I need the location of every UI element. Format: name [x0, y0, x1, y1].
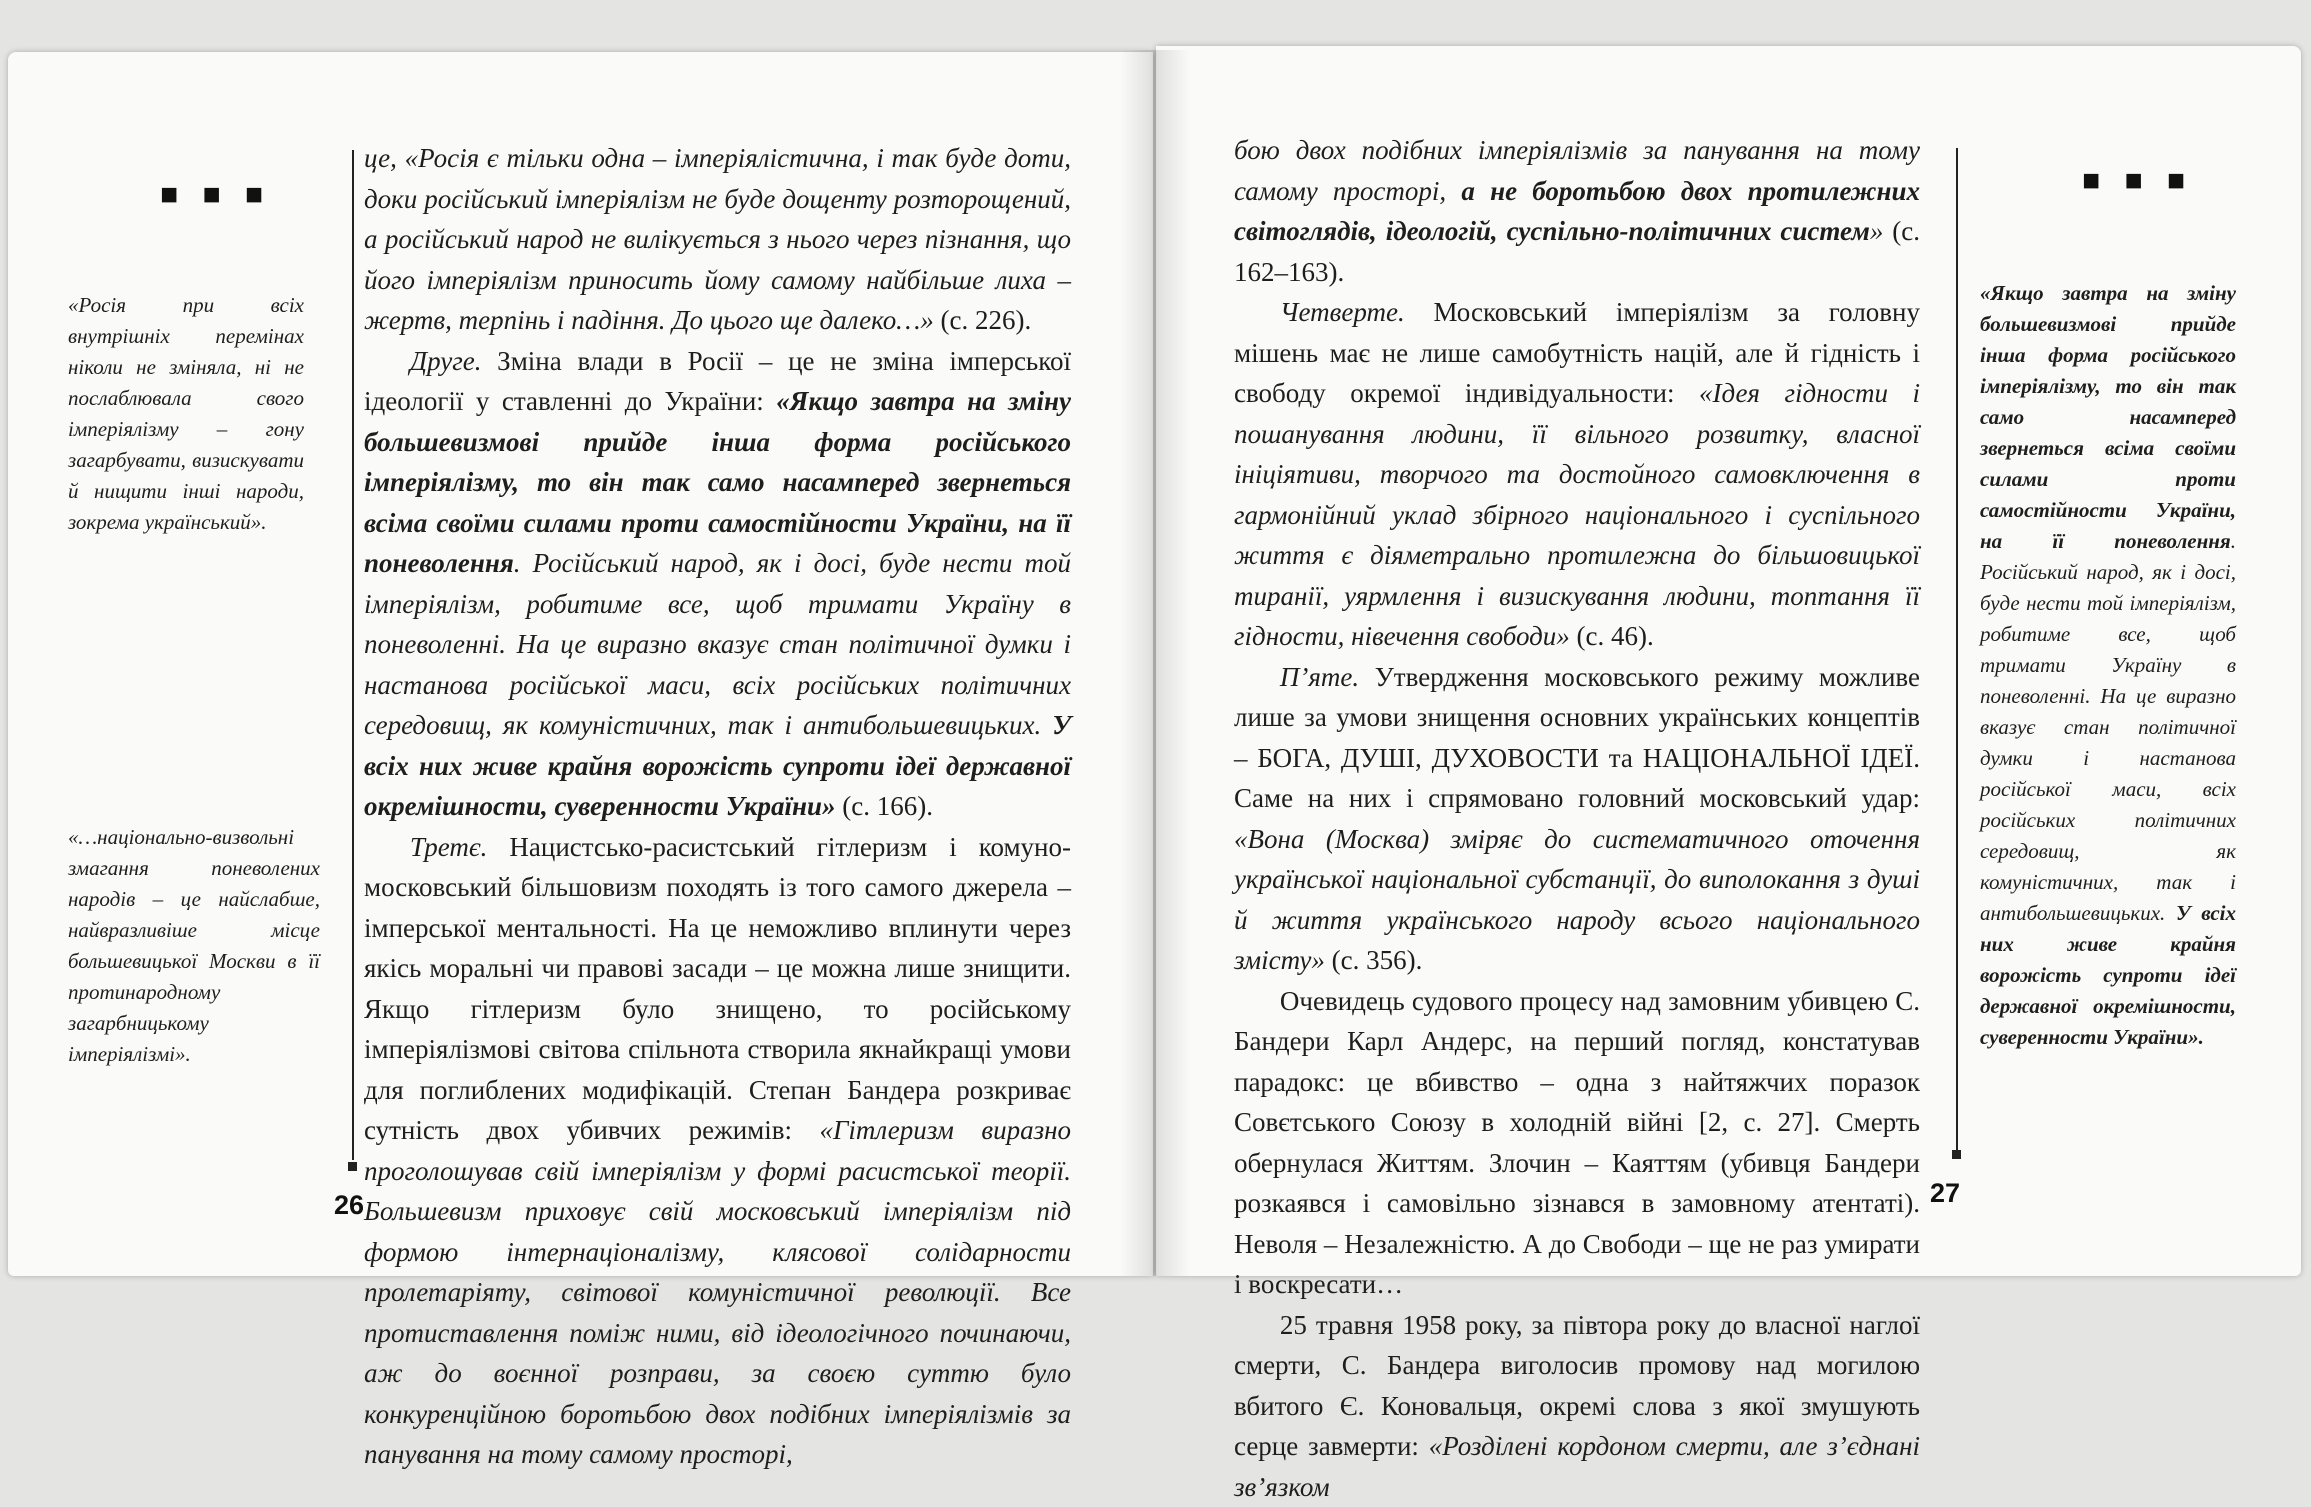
paragraph: Третє. Нацистсько-расистський гітлеризм і комуно-московський більшовизм походять із того самого джерела – імперської ментальності. На це неможливо вплинути через якісь моральні чи правові засади – це можна лише знищити. Якщо гітлеризм було знищено, то російському імперіялізмові світова спільнота створила якнайкращі умови для поглиблених модифікацій. Степан Бандера розкриває сутність двох убивчих режимів: «Гітлеризм виразно проголошував свій імперіялізм у формі расистської теорії. Большевизм приховує свій московський імперіялізм під формою інтернаціоналізму, клясової солідарности пролетаріяту, світової комуністичної революції. Все протиставлення поміж ними, від ідеологічного починаючи, аж до воєнної розправи, за своєю суттю було конкуренційною боротьбою двох подібних імперіялізмів за панування на тому самому просторі, [364, 827, 1071, 1475]
rule-end-square-left [348, 1162, 357, 1171]
main-text-left [364, 138, 1071, 1475]
vertical-rule-left [352, 150, 354, 1160]
main-text-right [1234, 130, 1920, 1507]
rule-end-square-right [1952, 1150, 1961, 1159]
side-quote-left-1: «Росія при всіх внутрішніх перемінах ніколи не зміняла, ні не послаблювала свого імперіялізму – гону загарбувати, визискувати й нищити інші народи, зокрема український». [68, 290, 304, 538]
paragraph: Очевидець судового процесу над замовним убивцею С. Бандери Карл Андерс, на перший погляд, констатував парадокс: це вбивство – одна з найтяжчих поразок Совєтського Союзу в холодній війні [2, с. 27]. Смерть обернулася Життям. Злочин – Каяттям (убивця Бандери розкаявся і самовільно зізнався в замовному атентаті). Неволя – Незалежністю. А до Свободи – ще не раз умирати і воскресати… [1234, 981, 1920, 1305]
paragraph: 25 травня 1958 року, за півтора року до власної наглої смерти, С. Бандера виголосив промову над могилою вбитого Є. Коновальця, окремі слова з якої змушують серце завмерти: «Розділені кордоном смерти, але з’єднані зв’язком [1234, 1305, 1920, 1507]
paragraph: це, «Росія є тільки одна – імперіялістична, і так буде доти, доки російський імперіялізм не буде дощенту розторощений, а російський народ не вилікується з нього через пізнання, що його імперіялізм приносить йому самому найбільше лиха – жертв, терпінь і падіння. До цього ще далеко…» (с. 226). [364, 138, 1071, 341]
side-quote-left-2: «…національно-визвольні змагання поневолених народів – це найслабше, найвразливіше місце большевицької Москви в її протинародному загарбницькому імперіялізмі». [68, 822, 320, 1070]
paragraph: Четверте. Московський імперіялізм за головну мішень має не лише самобутність націй, але й гідність і свободу окремої індивідуальности: «Ідея гідности і пошанування людини, її вільного розвитку, власної ініціятиви, творчого та достойного самовключення в гармонійний уклад збірного національного і суспільного життя є діяметрально протилежна до більшовицької тиранії, уярмлення і визискування людини, топтання її гідности, нівечення свободи» (с. 46). [1234, 292, 1920, 657]
paragraph: Друге. Зміна влади в Росії – це не зміна імперської ідеології у ставленні до України: «Якщо завтра на зміну большевизмові прийде інша форма російського імперіялізму, то він так само насамперед звернеться всіма своїми силами проти самостійности України, на її поневолення. Російський народ, як і досі, буде нести той імперіялізм, робитиме все, щоб тримати Україну в поневоленні. На це виразно вказує стан політичної думки і настанова російської маси, всіх російських політичних середовищ, як комуністичних, так і антибольшевицьких. У всіх них живе крайня ворожість супроти ідеї державної окремішности, суверенности України» (с. 166). [364, 341, 1071, 827]
vertical-rule-right [1956, 148, 1958, 1152]
paragraph: П’яте. Утвердження московського режиму можливе лише за умови знищення основних українських концептів – БОГА, ДУШІ, ДУХОВОСТИ та НАЦІОНАЛЬНОЇ ІДЕЇ. Саме на них і спрямовано головний московський удар: «Вона (Москва) зміряє до систематичного оточення української національної субстанції, до виполокання з душі й життя українського народу всього національного змісту» (с. 356). [1234, 657, 1920, 981]
page-number-left: 26 [334, 1190, 364, 1221]
paragraph: бою двох подібних імперіялізмів за панування на тому самому просторі, а не боротьбою двох протилежних світоглядів, ідеологій, суспільно-політичних систем» (с. 162–163). [1234, 130, 1920, 292]
ornament-right: ■ ■ ■ [2082, 164, 2193, 198]
ornament-left: ■ ■ ■ [160, 178, 271, 212]
page-number-right: 27 [1930, 1178, 1960, 1209]
side-quote-right: «Якщо завтра на зміну большевизмові прийде інша форма російського імперіялізму, то він так само насамперед звернеться всіма своїми силами проти самостійности України, на її поневолення. Російський народ, як і досі, буде нести той імперіялізм, робитиме все, щоб тримати Україну в поневоленні. На це виразно вказує стан політичної думки і настанова російської маси, всіх російських політичних середовищ, як комуністичних, так і антибольшевицьких. У всіх них живе крайня ворожість супроти ідеї державної окремішности, суверенности України». [1980, 278, 2236, 1053]
